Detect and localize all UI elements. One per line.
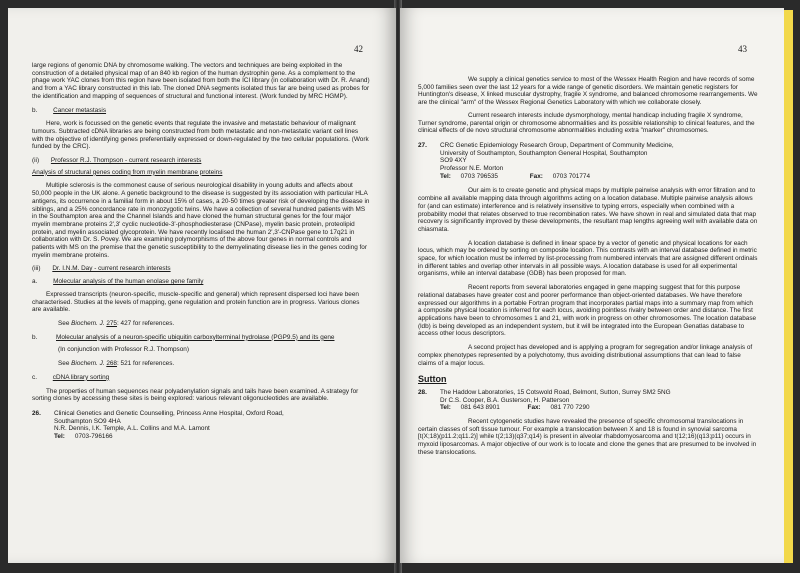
section-title: Professor R.J. Thompson - current research interests — [50, 157, 202, 165]
section-label: c. — [32, 373, 37, 381]
paragraph: Current research interests include dysmorphology, mental handicap including fragile X syndrome, Turner syndrome, parental origin or chromosome abnormalities and its possible relationship to clinical features, and the clinical effects of de novo structural chromosome abnormalities including extra "marker" chromosomes. — [418, 111, 755, 135]
section-heading — [32, 265, 370, 273]
subsection-title: Analysis of structural genes coding from myelin membrane proteins — [32, 168, 223, 176]
paragraph: A location database is defined in linear space by a vector of genetic and physical locations for each locus, which may be ordered by sorting on composite location. This contrasts with an interval database defined in metric space, for which location must be inferred by list-processing from numbered intervals that are assigned different ordinals in different tables and overlap other intervals in all possible ways. A location database is used for all experimental organisms, while an interval database (GDB) has been proposed for man. — [418, 239, 758, 278]
paragraph: large regions of genomic DNA by chromosome walking. The vectors and techniques are being exploited in the construction of a detailed physical map of an 840 kb region of the human dystrophin gene. As a complement to the phage work YAC clones from this region have been isolated from both the ICI library (in collaboration with Dr. R. Anand) and from a YAC library constructed in this lab. The cloned DNA segments isolated thus far are being used as probes for the identification and mapping of sequences of structural and functional interest. (Work funded by MRC HGMP). — [32, 62, 370, 100]
paragraph: Multiple sclerosis is the commonest cause of serious neurological disability in young adults and affects about 50,000 people in the UK alone. A genetic background to the disease is suggested by its association with particular HLA antigens, its occurrence in a familial form in about 15% of cases, a 20-50 times greater risk of developing the disease in siblings, and a 25% concordance rate in monozygotic twins. We have a collection of several hundred patients with MS in the Southampton area and the Channel Islands and have cloned the human structural genes for the four major myelin membrane proteins 2',3' cyclic nucleotide-3'-phosphodiesterase (CNPase), myelin basic protein, proteolipid protein, and myelin associated glycoprotein. We have recently localised the human 2',3'-CNPase gene to 17q21 in collaboration with Dr. S. Povey. We are examining polymorphisms of the above four genes in normal controls and patients with MS on the premise that the genetic susceptibility to the demyelinating disease lies in the genes coding for myelin membrane proteins. — [32, 182, 370, 259]
section-label: (ii) — [32, 157, 40, 165]
section-title: Cancer metastasis — [53, 106, 107, 114]
section-label: b. — [32, 106, 38, 114]
paragraph: Here, work is focussed on the genetic events that regulate the invasive and metastatic behaviour of malignant tumours. Subtracted cDNA libraries are being constructed from both metastatic and non-metastatic variant cell lines with the objective of identifying genes preferentially expressed or down-regulated by the two cellular populations. (Work funded by the CRC). — [32, 120, 369, 151]
entry-number: 28. — [418, 388, 427, 396]
paragraph: The properties of human sequences near polyadenylation signals and tails have been examined. A strategy for sorting clones by accessing these sites is being explored: various relevant oligonucleotides are available. — [32, 387, 359, 403]
section-heading — [32, 157, 370, 165]
paragraph: We supply a clinical genetics service to most of the Wessex Health Region and have records of some 5,000 families seen over the last 12 years for a wide range of genetic disorders. We maintain genetic registers for Huntington's disease, X linked muscular dystrophy, fragile X syndrome, and balanced chromosome rearrangements. We are the clinical "arm" of the Wessex Regional Genetics Laboratory with which we collaborate closely. — [418, 76, 758, 107]
entry-people: Professor N.E. Morton — [440, 165, 504, 173]
entry-phone: Tel: 0703-796166 — [54, 433, 113, 441]
directory-entry — [32, 410, 370, 441]
section-title: Dr. I.N.M. Day - current research interests — [52, 265, 171, 273]
directory-entry — [418, 142, 758, 181]
section-title: Molecular analysis of the human enolase gene family — [53, 278, 204, 286]
entry-address: Southampton SO9 4HA — [54, 417, 121, 425]
section-heading — [32, 107, 370, 115]
location-heading: Sutton — [418, 374, 447, 385]
collaboration-note: (In conjunction with Professor R.J. Thompson) — [58, 346, 189, 354]
left-page-body — [32, 62, 370, 441]
entry-address: Clinical Genetics and Genetic Counselling, Princess Anne Hospital, Oxford Road, — [54, 409, 284, 417]
paragraph: Recent cytogenetic studies have revealed the presence of specific chromosomal translocations in certain classes of soft tissue tumour. For example a translocation between X and 18 is found in synovial sarcoma [t(X;18)(p11.2;q11.2)] while t(2;13)(q37;q14) is present in alveolar rhabdomyosarcoma and t(12;16)(q13;p11) occurs in myxoid liposarcomas. A major objective of our work is to locate and clone the genes that are presumed to be involved in these translocations. — [418, 418, 757, 456]
directory-entry — [418, 389, 758, 412]
section-heading — [32, 374, 370, 382]
entry-phone: Tel: 081 643 8901 Fax: 081 770 7290 — [440, 404, 590, 412]
section-title: Molecular analysis of a neuron-specific ubiquitin carboxylterminal hydrolase (PGP9.5) and its gene — [56, 333, 335, 341]
entry-people: Dr C.S. Cooper, B.A. Gusterson, H. Patterson — [440, 396, 570, 404]
section-label: a. — [32, 278, 38, 286]
entry-people: N.R. Dennis, I.K. Temple, A.L. Collins and M.A. Lamont — [54, 425, 210, 433]
yellow-page-edge — [784, 10, 793, 563]
section-label: b. — [32, 333, 38, 341]
page-number: 43 — [738, 44, 747, 54]
paragraph: Our aim is to create genetic and physical maps by multiple pairwise analysis with error filtration and to combine all available mapping data through algorithms acting on a location database. Multiple pairwise analysis allows for (and can estimate) interference and is relatively insensitive to typing errors, especially when combined with a probability model that relates observed to true recombination rates. We have shown in real and simulated data that map recovery is significantly improved by these developments, the resultant map lengths agreeing well with available data on chiasmata. — [418, 187, 758, 233]
section-heading — [32, 334, 370, 342]
reference: See Biochem. J. 268: 521 for references. — [58, 360, 175, 368]
paragraph: Recent reports from several laboratories engaged in gene mapping suggest that for this purpose relational databases have greater cost and poorer performance than object-oriented databases. We have therefore expressed our algorithms in a portable Fortran program that incorporates partial maps into a summary map from which a composite physical location is inferred for each locus, avoiding pointless rivalry between order and distance. The first applications have been to chromosomes 1 and 21, with work in progress on other chromosomes. The location database (ldb) is being developed as an independent system, but it will be integrated into the European Genatlas database to access other locus descriptors. — [418, 284, 757, 338]
page-number: 42 — [354, 44, 363, 54]
left-page — [8, 8, 396, 563]
reference: See Biochem. J. 275: 427 for references. — [58, 319, 175, 327]
entry-address: The Haddow Laboratories, 15 Cotswold Road, Belmont, Sutton, Surrey SM2 5NG — [440, 388, 671, 396]
right-page-body — [418, 76, 758, 457]
entry-number: 26. — [32, 409, 41, 417]
paragraph: A second project has developed and is applying a program for segregation and/or linkage analysis of complex phenotypes represented by a polychotomy, thus avoiding distributional assumptions that can lead to false claims of a major locus. — [418, 344, 753, 367]
entry-phone: Tel: 0703 796535 Fax: 0703 701774 — [440, 172, 591, 180]
entry-address: CRC Genetic Epidemiology Research Group, Department of Community Medicine, — [440, 141, 674, 149]
paragraph: Expressed transcripts (neuron-specific, muscle-specific and general) which represent dispersed loci have been characterised. Studies at the levels of mapping, gene regulation and protein function are in progress. Various clones are available. — [32, 290, 360, 314]
section-title: cDNA library sorting — [52, 373, 110, 381]
section-label: (iii) — [32, 265, 41, 273]
entry-number: 27. — [418, 141, 427, 149]
section-heading — [32, 278, 370, 286]
entry-address: University of Southampton, Southampton General Hospital, Southampton — [440, 149, 648, 157]
entry-address: SO9 4XY — [440, 157, 467, 165]
right-page — [400, 8, 784, 563]
